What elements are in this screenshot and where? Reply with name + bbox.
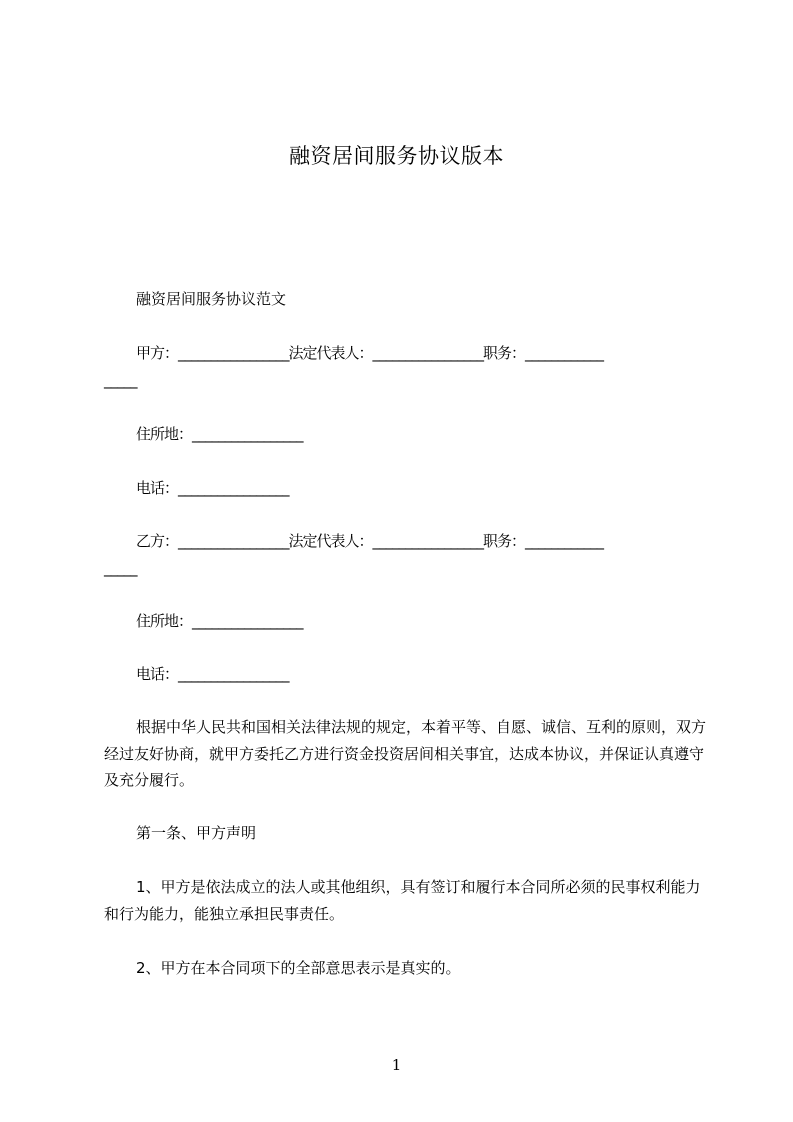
party-b-line-continuation: _____ bbox=[104, 559, 137, 577]
party-a-line-continuation: _____ bbox=[104, 371, 137, 389]
party-a-address: 住所地：_________________ bbox=[136, 425, 303, 443]
party-a-phone: 电话：_________________ bbox=[136, 479, 289, 497]
article-1-item-2: 2、甲方在本合同项下的全部意思表示是真实的。 bbox=[136, 959, 461, 977]
party-b-address: 住所地：_________________ bbox=[136, 612, 303, 630]
article-1-item-1: 1、甲方是依法成立的法人或其他组织，具有签订和履行本合同所必须的民事权利能力和行为能力，能独立承担民事责任。 bbox=[104, 878, 701, 923]
party-b-line: 乙方：_________________法定代表人：_________________职务：____________ bbox=[136, 532, 604, 550]
party-a-line: 甲方：_________________法定代表人：_________________职务：____________ bbox=[136, 344, 604, 362]
preamble-paragraph: 根据中华人民共和国相关法律法规的规定，本着平等、自愿、诚信、互利的原则，双方经过友好协商，就甲方委托乙方进行资金投资居间相关事宜，达成本协议，并保证认真遵守及充分履行。 bbox=[104, 718, 707, 789]
party-b-phone: 电话：_________________ bbox=[136, 665, 289, 683]
document-subtitle: 融资居间服务协议范文 bbox=[136, 290, 287, 308]
document-title: 融资居间服务协议版本 bbox=[289, 144, 504, 168]
page-number: 1 bbox=[391, 1056, 402, 1074]
article-1-heading: 第一条、甲方声明 bbox=[136, 824, 257, 842]
